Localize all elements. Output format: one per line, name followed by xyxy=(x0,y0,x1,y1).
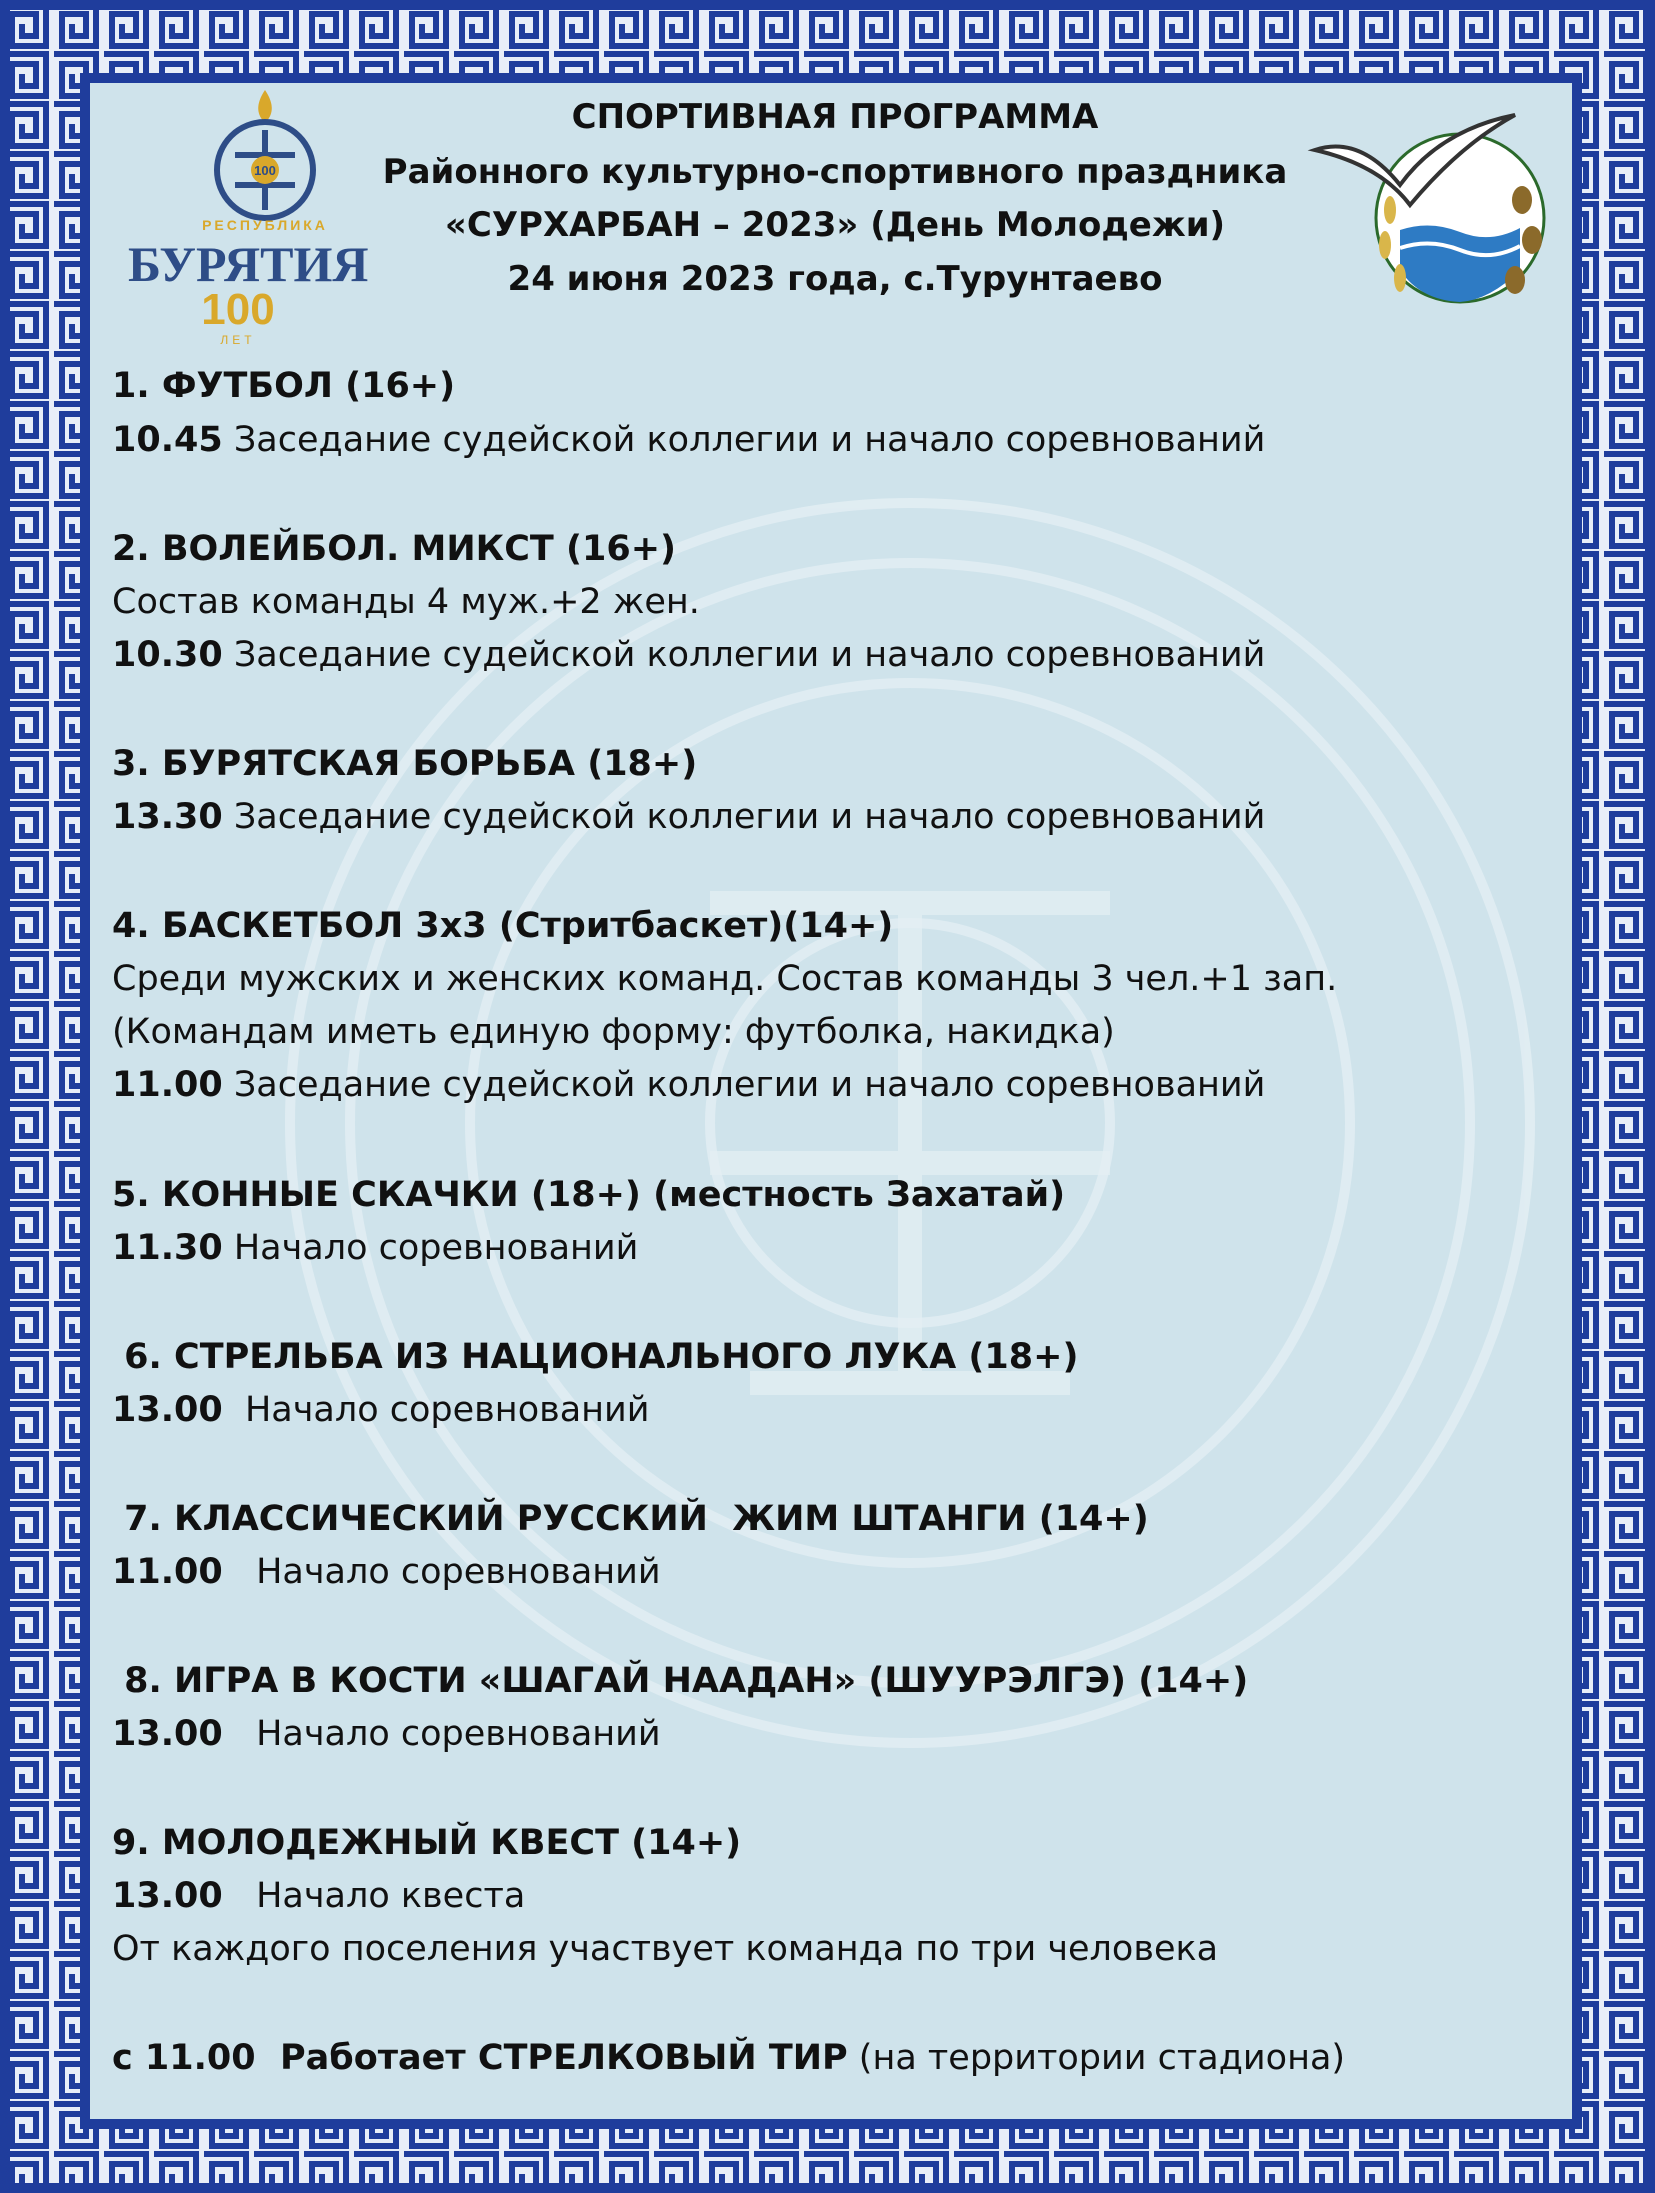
section-title: 9. МОЛОДЕЖНЫЙ КВЕСТ (14+) xyxy=(112,1823,742,1863)
section-title: 2. ВОЛЕЙБОЛ. МИКСТ (16+) xyxy=(112,529,677,569)
logo-badge: 100 xyxy=(254,163,276,178)
time: 10.30 xyxy=(112,635,223,675)
time: 11.30 xyxy=(112,1228,223,1268)
time: 13.00 xyxy=(112,1714,223,1754)
schedule-line: Состав команды 4 муж.+2 жен. xyxy=(112,582,700,622)
text: Начало соревнований xyxy=(222,1228,639,1268)
schedule-line xyxy=(112,1876,526,1916)
text: Заседание судейской коллегии и начало соревнований xyxy=(222,797,1266,837)
schedule-line: (Командам иметь единую форму: футболка, накидка) xyxy=(112,1012,1115,1052)
time: 13.00 xyxy=(112,1390,223,1430)
event-date: 24 июня 2023 года, с.Турунтаево xyxy=(507,259,1163,299)
schedule-line xyxy=(112,1228,639,1268)
time: 13.00 xyxy=(112,1876,223,1916)
section-title: 8. ИГРА В КОСТИ «ШАГАЙ НААДАН» (ШУУРЭЛГЭ) (14+) xyxy=(112,1661,1249,1701)
text: Начало соревнований xyxy=(222,1714,661,1754)
event-subtitle: Районного культурно-спортивного праздника xyxy=(382,152,1288,192)
text: Заседание судейской коллегии и начало соревнований xyxy=(222,635,1266,675)
text: Начало соревнований xyxy=(222,1552,661,1592)
text: Заседание судейской коллегии и начало соревнований xyxy=(222,1065,1266,1105)
schedule-line: От каждого поселения участвует команда по три человека xyxy=(112,1929,1219,1969)
text: Заседание судейской коллегии и начало соревнований xyxy=(222,420,1266,460)
schedule-line xyxy=(112,1552,661,1592)
schedule-line xyxy=(112,1065,1266,1105)
section-title: 4. БАСКЕТБОЛ 3х3 (Стритбаскет)(14+) xyxy=(112,906,894,946)
logo-number: 100 xyxy=(201,285,275,334)
logo-name: БУРЯТИЯ xyxy=(128,236,369,292)
schedule-line xyxy=(112,420,1266,460)
event-name: «СУРХАРБАН – 2023» (День Молодежи) xyxy=(444,205,1226,245)
logo-years: ЛЕТ xyxy=(220,333,256,347)
logo-small-text: РЕСПУБЛИКА xyxy=(202,217,328,233)
document-title: СПОРТИВНАЯ ПРОГРАММА xyxy=(571,97,1099,137)
time: 11.00 xyxy=(112,1552,223,1592)
schedule-line xyxy=(112,1390,650,1430)
text: Начало соревнований xyxy=(222,1390,650,1430)
text: Начало квеста xyxy=(222,1876,526,1916)
schedule-line xyxy=(112,1714,661,1754)
footer-bold: с 11.00 Работает СТРЕЛКОВЫЙ ТИР xyxy=(112,2038,848,2078)
section-title: 6. СТРЕЛЬБА ИЗ НАЦИОНАЛЬНОГО ЛУКА (18+) xyxy=(112,1337,1079,1377)
time: 11.00 xyxy=(112,1065,223,1105)
footer-normal: (на территории стадиона) xyxy=(847,2038,1346,2078)
time: 13.30 xyxy=(112,797,223,837)
flame-icon xyxy=(258,90,272,123)
time: 10.45 xyxy=(112,420,223,460)
schedule-line xyxy=(112,797,1266,837)
schedule-line xyxy=(112,635,1266,675)
section-title: 3. БУРЯТСКАЯ БОРЬБА (18+) xyxy=(112,744,698,784)
section-title: 5. КОННЫЕ СКАЧКИ (18+) (местность Захатай) xyxy=(112,1175,1066,1215)
footer-note xyxy=(112,2038,1346,2078)
section-title: 7. КЛАССИЧЕСКИЙ РУССКИЙ ЖИМ ШТАНГИ (14+) xyxy=(112,1499,1149,1539)
section-title: 1. ФУТБОЛ (16+) xyxy=(112,366,456,406)
schedule-line: Среди мужских и женских команд. Состав команды 3 чел.+1 зап. xyxy=(112,959,1338,999)
